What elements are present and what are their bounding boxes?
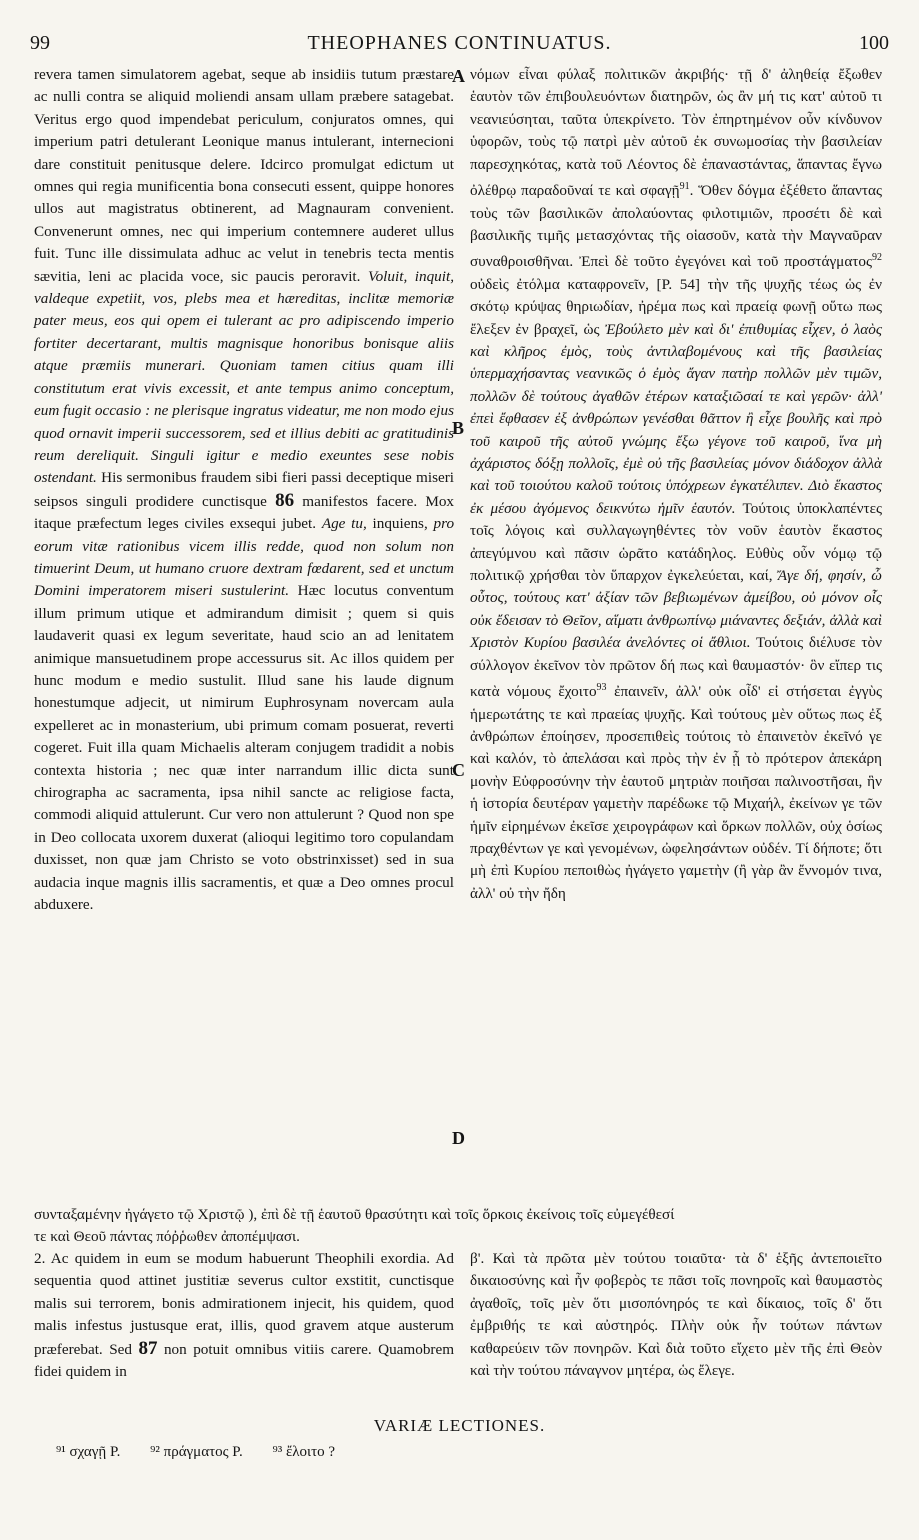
section-marker-c: C bbox=[452, 760, 465, 780]
greek-text: οὐδεὶς ἐτόλμα καταφρονεῖν, [P. 54] τὴν τῆς ψυχῆς τέως ὡς ἐν σκότῳ κρύψας θηριωδίαν, ἠρέμα πως καὶ πραείᾳ φωνῇ οὕτω πως ἔλεξεν ἐν βραχεῖ, ὡς bbox=[470, 275, 882, 338]
running-header bbox=[30, 32, 889, 60]
greek-speech: Ἄγε δή, φησίν, ὦ οὗτος, τούτους κατ' ἀξίαν τῶν βεβιωμένων ἀμείβου, οὐ μόνον οἷς οὐκ ἔδεισαν τὸ Θεῖον, αἵματι ἀνθρωπίνῳ μιάναντες δεξιάν, ἀλλὰ καὶ Χριστὸν Κυρίου βασιλέα ἀνελόντες οἱ ἄθλιοι. bbox=[470, 567, 882, 652]
variant-reading: ⁹³ ἔλοιτο ? bbox=[272, 1444, 336, 1460]
greek-text: Τούτοις ὑποκλαπέντες τοῖς λόγοις καὶ συλλαγωγηθέντες τὸν νοῦν ἑαυτὸν ἕκαστος ἀπεγύμνου καὶ πᾶσιν ὡρᾶτο κατάδηλος. Εὐθὺς οὖν νόμῳ τῷ πολιτικῷ χρήσθαι τὸν ὕπαρχον ἐγκελεύεται, καί, bbox=[470, 499, 882, 585]
latin-section-2 bbox=[34, 1248, 454, 1383]
latin-speech: pro eorum vitæ rationibus vicem illis redde, quod non solum non timuerint Deum, ut humano cruore dextram fœdarent, sed et unctum Domini imperatorem miseri sustulerint. bbox=[34, 515, 455, 600]
latin-speech: Voluit, inquit, valdeque expetiit, vos, plebs mea et hæreditas, inclitæ memoriæ pater meus, eos qui opem ei tulerant ac pro adipiscendo imperio fortiter decertarant, multis magnisque honoribus bonisque aliis atque præmiis munerari. Quoniam tamen citius quam illi constitutum erat vivis excessit, et ante tempus animo conceptum, eum fugit occasio : ne plerisque ingratus videatur, me non modo ejus quod ornavit imperii successorem, sed et illius debiti ac gratitudinis reum dereliquit. Singuli igitur e medio exeuntes sese nobis ostendant. bbox=[34, 267, 455, 487]
latin-text: revera tamen simulatorem agebat, seque ab insidiis tutum præstare ac nulli contra se aliquid moliendi ansam ullam præbere satagebat. Veritus ergo quod impendebat periculum, conjuratos omnes, qui imperium patri detulerant Leonique manus intulerant, internecioni dare constituit penitusque delere. Idcirco promulgat edictum ut omnes qui regia munificentia bona consecuti essent, quippe honores ullos aut magistratus obtinerent, ad Magnauram convenient. Convenerunt omnes, nec qui imperium contemnere auderet ullus fuit. Tunc ille dissimulata adhuc ac velut in tenebris tecta mentis sævitia, leni ac placida voce, sic paucis peroravit. bbox=[34, 66, 454, 285]
greek-speech: Ἐβούλετο μὲν καὶ δι' ἐπιθυμίας εἶχεν, ὁ λαὸς καὶ κλῆρος ἐμὸς, τοὺς ἀντιλαβομένους καὶ τῆς βασιλείας ὑπερμαχήσαντας νεανικῶς ὁ ἐμὸς ἄγαν πατὴρ πολλῶν μὲν τιμῶν, πολλῶν δὲ τούτους ἀγαθῶν ἑτέρων καταξιῶσαί τε καὶ γερῶν· ἀλλ' ἐπεὶ ἔφθασεν ἐξ ἀνθρώπων γενέσθαι θᾶττον ἢ εἶχε βουλῆς καὶ πρὸ τοῦ καιροῦ τῆς αὐτοῦ γνώμης ἔξω γέγονε τοῦ καιροῦ, ἵνα μὴ ἀχάριστος δόξῃ πολλοῖς, ἐμὲ οὐ τῆς βασιλείας μόνον διάδοχον ἀλλὰ καὶ τοῦ τοιούτου καλοῦ τούτοις ὑπόχρεων ἐγκατέλιπεν. Διὸ ἕκαστος ἐκ μέσου ἀγόμενος δεικνύτω ἡμῖν ἑαυτόν. bbox=[470, 320, 883, 517]
section-marker-b: B bbox=[452, 418, 465, 438]
section-marker-a: A bbox=[452, 66, 465, 86]
footnote-ref: 91 bbox=[679, 181, 690, 193]
footnote-ref: 93 bbox=[596, 682, 607, 694]
page-number-right: 100 bbox=[859, 32, 889, 54]
span-line: τε καὶ Θεοῦ πάντας πόῤῥωθεν ἀποπέμψασι. bbox=[34, 1228, 300, 1245]
latin-text: non potuit omnibus vitiis carere. Quamobrem fidei quidem in bbox=[34, 1340, 455, 1381]
latin-text: His sermonibus fraudem sibi fieri passi deceptique miseri seipsos singuli prodidere cunctisque bbox=[34, 469, 455, 510]
page-number-left: 99 bbox=[30, 32, 50, 54]
latin-paragraph bbox=[34, 1248, 454, 1383]
variae-lectiones-list bbox=[56, 1444, 361, 1461]
latin-text: 2. Ac quidem in eum se modum habuerunt Theophili exordia. Ad sequentia quod attinet justitiæ severus cultor exstitit, cunctisque malis sui terrorem, bonis admirationem injecit, his quidem, quod malis infestus justusque erat, illis, quod gravem atque austerum præferebat. Sed bbox=[34, 1250, 454, 1358]
greek-column bbox=[470, 64, 882, 905]
footnote-ref: 92 bbox=[872, 252, 882, 264]
greek-text: ἐπαινεῖν, ἀλλ' οὐκ οἶδ' εἰ στήσεται ἐγγὺς ἡμερωτάτης τε καὶ πραείας ψυχῆς. Καὶ τούτους μὲν οὕτως πως ἐξ ἀνθρώπων ἐποίησεν, προσεπιθεὶς τούτοις τὸ ἐπαινετὸν ἐκεῖνό γε καὶ καλόν, τὸ ἀπελάσαι καὶ πρὸς τὴν ἐν ᾗ τὸ πρότερον ἀπεκάρη μονὴν Εὐφροσύνην τὴν ἑαυτοῦ μητριὰν ποιῆσαι παλινοστῆσαι, ἣν ἡ ἱστορία δευτέραν γαμετὴν παρέδωκε τῷ Μιχαήλ, ἐκείνων γε τῶν ἡμῖν εἰρημένων ἐκεῖσε χειρογράφων καὶ ὅρκων πολλῶν, οὐχ ὁσίως πραχθέντων γε καὶ γενομένων, ὠφελησάντων οὐδέν. Τί δήποτε; ὅτι μὴ ἐπὶ Κυρίου πεποιθὼς ἠγάγετο γαμετὴν (ἢ γὰρ ἂν ἔννομόν τινα, ἀλλ' οὐ τὴν ἤδη bbox=[470, 683, 882, 902]
variant-reading: ⁹² πράγματος P. bbox=[150, 1444, 243, 1460]
latin-column bbox=[34, 64, 454, 916]
latin-text: Hæc locutus conventum illum primum utique et admirandum dimisit ; quem si quis laudaverit quasi ex legum severitate, haud scio an ad lenitatem animique mansuetudinem prope accessurus sit. Ac illos quidem per hunc modum e medio sustulit. Illud sane his laude dignum honestumque adjecit, ut nimirum Euphrosynam novercam aula expelleret ac in monasterium, ubi primum comam posuerat, reverti cogeret. Fuit illa quam Michaelis alteram conjugem tradidit a nobis contexta historia ; nec quæ inter narrandum illic dicta sunt chirographa ac sacramenta, ipsa nihil sancte ac religiose facta, commodi aliquid attulerunt. Cur vero non attulerunt ? Quod non spe in Deo collocata uxorem duxerat (alioqui legitimo toro copulandam duxisset, non quæ jam Christo se voto obstrinxisset) sed in sua audacia inque magnis illis sacramentis, et quæ a Deo omnes procul abduxere. bbox=[34, 582, 454, 914]
greek-section-2 bbox=[470, 1248, 882, 1382]
variant-reading: ⁹¹ σχαγῇ P. bbox=[56, 1444, 121, 1460]
greek-text: . Ὅθεν δόγμα ἐξέθετο ἅπαντας τοὺς τῶν βασιλικῶν ἀπολαύοντας φιλοτιμιῶν, προσέτι δὲ καὶ βασιλικῆς τιμῆς μετασχόντας τῆς οἱασοῦν, κατὰ τὴν Μαγναῦραν συναθροισθῆναι. Ἐπεὶ δὲ τοῦτο ἐγεγόνει καὶ τοῦ προστάγματος bbox=[470, 182, 882, 271]
variae-lectiones-heading: VARIÆ LECTIONES. bbox=[373, 1416, 546, 1435]
running-title: THEOPHANES CONTINUATUS. bbox=[307, 32, 612, 54]
page-marker-86: 86 bbox=[275, 489, 295, 511]
section-marker-d: D bbox=[452, 1128, 465, 1148]
page-marker-87: 87 bbox=[138, 1337, 158, 1359]
greek-text: Τούτοις διέλυσε τὸν σύλλογον ἐκεῖνον τὸν πρῶτον δή πως καὶ θαυμαστόν· ὃν εἴπερ τις κατὰ νόμους ἔχοιτο bbox=[470, 634, 882, 701]
latin-text: manifestos facere. Mox itaque præfectum leges civiles exsequi jubet. bbox=[34, 492, 455, 533]
greek-paragraph bbox=[470, 64, 882, 905]
greek-paragraph: β'. Καὶ τὰ πρῶτα μὲν τούτου τοιαῦτα· τὰ δ' ἑξῆς ἀντεποιεῖτο δικαιοσύνης καὶ ἦν φοβερὸς τε πᾶσι τοῖς πονηροῖς καὶ θαυμαστὸς ἀγαθοῖς, τοῖς μὲν ὅτι μισοπόνηρός τε καὶ δίκαιος, τοῖς δ' ὅτι ἐμβριθής τε καὶ αὐστηρός. Πλὴν οὐκ ἦν τούτων πάντων καθαρεύειν τῶν πονηρῶν. Καὶ διὰ τοῦτο εἴχετο μὲν τῆς ἐπὶ Θεὸν καὶ τὴν τούτου πάναγνον μητέρα, ὡς ἔλεγε. bbox=[470, 1250, 882, 1380]
latin-speech: Age tu, bbox=[321, 515, 367, 533]
span-line: συνταξαμένην ἠγάγετο τῷ Χριστῷ ), ἐπὶ δὲ τῇ ἑαυτοῦ θρασύτητι καὶ τοῖς ὅρκοις ἐκείνοις τοῖς εὐμεγέθεσί bbox=[34, 1206, 675, 1223]
latin-text: inquiens, bbox=[372, 515, 428, 533]
latin-paragraph bbox=[34, 64, 454, 916]
greek-text: νόμων εἶναι φύλαξ πολιτικῶν ἀκριβής· τῇ δ' ἀληθείᾳ ἔξωθεν ἑαυτὸν τῶν ἐπιβουλευόντων διατηρῶν, ὡς ἂν μή τις κατ' αὐτοῦ τι νεανιεύσηται, ταῦτα ὑπεκρίνετο. Τὸν ἐπηρτημένον οὖν κίνδυνον ὑφορῶν, τοὺς τῷ πατρὶ μὲν αὐτοῦ ἐκ συνωμοσίας τὴν βασιλείαν παρεσχηκότας, κατὰ τοῦ Λέοντος δὲ ἐπαναστάντας, ἅπαντας ἔγνω ὀλέθρῳ παραδοῦναί τε καὶ σφαγῇ bbox=[470, 66, 882, 200]
